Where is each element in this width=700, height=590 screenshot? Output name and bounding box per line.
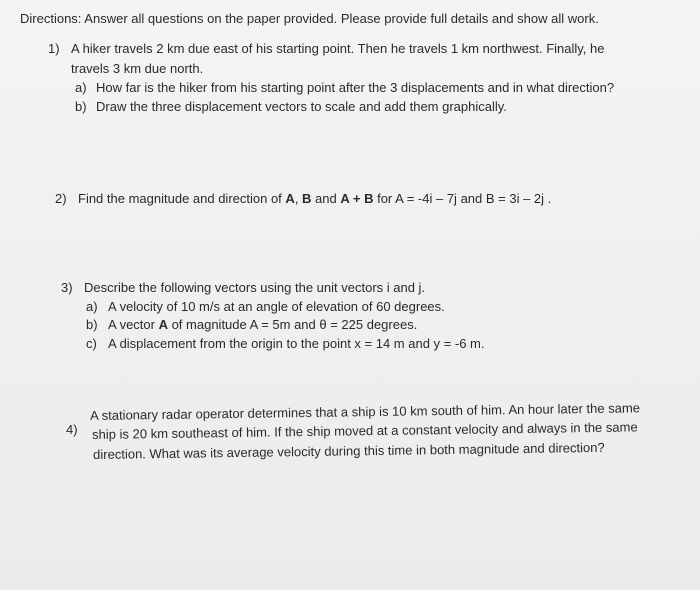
q1-a-label: a) [75, 80, 87, 95]
q4-text-line3: direction. What was its average velocity during this time in both magnitude and direction? [93, 439, 605, 462]
q3-b-vector-a: A [158, 317, 168, 332]
q3-number: 3) [61, 280, 73, 295]
q4-number: 4) [66, 422, 78, 437]
q3-c-text: A displacement from the origin to the point x = 14 m and y = -6 m. [108, 336, 485, 351]
q1-number: 1) [48, 41, 60, 56]
q2-eq-a: A = -4i – 7j [395, 191, 457, 206]
q2-vector-b: B [302, 191, 312, 206]
q1-text-line2: travels 3 km due north. [71, 61, 204, 76]
q3-b-post: of magnitude A = 5m and θ = 225 degrees. [167, 317, 418, 332]
q3-text: Describe the following vectors using the unit vectors i and j. [84, 280, 426, 295]
q3-b-pre: A vector [108, 317, 159, 332]
q2-end: . [544, 191, 552, 206]
q1-text-line1: A hiker travels 2 km due east of his starting point. Then he travels 1 km northwest. Finally, he [71, 41, 605, 56]
q1-b-label: b) [75, 99, 87, 114]
q1-b-text: Draw the three displacement vectors to scale and add them graphically. [96, 99, 507, 114]
q3-a-label: a) [86, 299, 98, 314]
q2-a-plus-b: A + B [340, 191, 374, 206]
directions-text: Directions: Answer all questions on the paper provided. Please provide full details and show all work. [20, 11, 599, 26]
q4-text-line1: A stationary radar operator determines that a ship is 10 km south of him. An hour later the same [90, 400, 641, 423]
q1-a-text: How far is the hiker from his starting point after the 3 displacements and in what direction? [96, 80, 615, 95]
q2-eq-b: B = 3i – 2j [485, 191, 545, 206]
q2-and2: and [456, 191, 486, 206]
q3-b-label: b) [86, 317, 98, 332]
q2-comma: , [294, 191, 303, 206]
q4-text-line2: ship is 20 km southeast of him. If the ship moved at a constant velocity and always in the same [92, 419, 638, 442]
q2-text-pre: Find the magnitude and direction of [78, 191, 286, 206]
q3-a-text: A velocity of 10 m/s at an angle of elevation of 60 degrees. [108, 299, 445, 314]
q3-b-text [108, 317, 417, 333]
q2-for: for [373, 191, 396, 206]
q2-and1: and [311, 191, 341, 206]
q2-vector-a: A [285, 191, 295, 206]
q2-text [78, 191, 551, 207]
q3-c-label: c) [86, 336, 97, 351]
q2-number: 2) [55, 191, 67, 206]
